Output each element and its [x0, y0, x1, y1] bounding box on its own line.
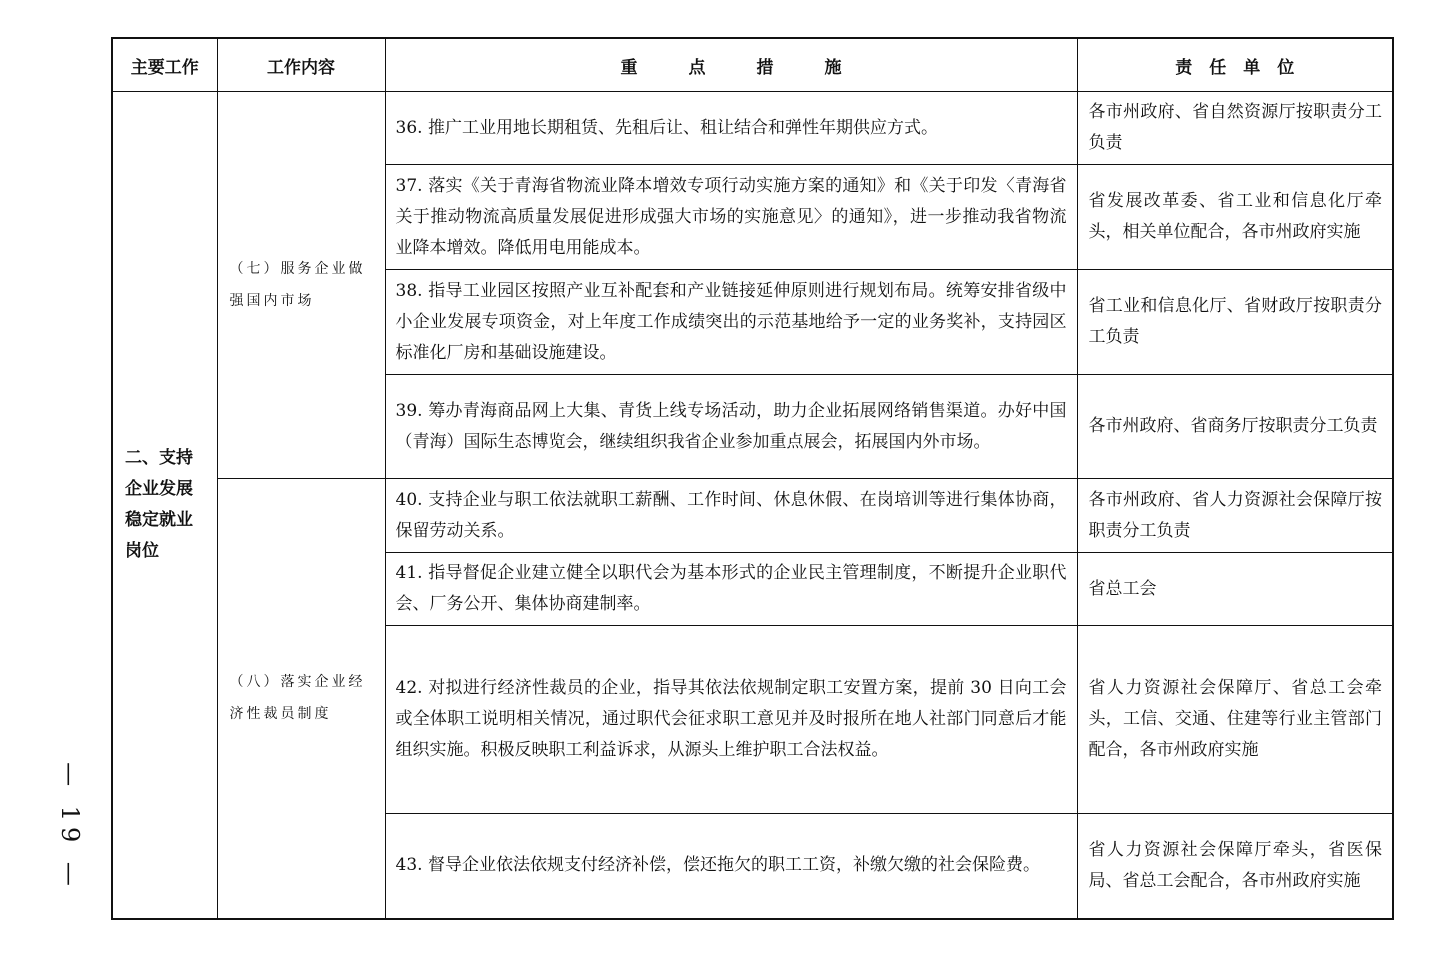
measure-cell: 37. 落实《关于青海省物流业降本增效专项行动实施方案的通知》和《关于印发〈青海省关于推动物流高质量发展促进形成强大市场的实施意见〉的通知》，进一步推动我省物流业降本增效。降低用电用能成本。: [385, 165, 1077, 270]
responsible-cell: 省人力资源社会保障厅牵头，省医保局、省总工会配合，各市州政府实施: [1077, 814, 1393, 919]
responsible-cell: 各市州政府、省商务厅按职责分工负责: [1077, 375, 1393, 479]
measures-table: [111, 37, 1394, 920]
page-number-text: — 19 —: [56, 762, 85, 892]
measure-cell: 40. 支持企业与职工依法就职工薪酬、工作时间、休息休假、在岗培训等进行集体协商，保留劳动关系。: [385, 479, 1077, 553]
measure-cell: 36. 推广工业用地长期租赁、先租后让、租让结合和弹性年期供应方式。: [385, 92, 1077, 165]
group-label-7: （七）服务企业做强国内市场: [217, 92, 385, 479]
group-label-8: （八）落实企业经济性裁员制度: [217, 479, 385, 919]
responsible-cell: 省工业和信息化厅、省财政厅按职责分工负责: [1077, 270, 1393, 375]
category-cell: 二、支持企业发展稳定就业岗位: [112, 92, 217, 919]
measure-cell: 42. 对拟进行经济性裁员的企业，指导其依法依规制定职工安置方案，提前 30 日向工会或全体职工说明相关情况，通过职代会征求职工意见并及时报所在地人社部门同意后才能组织实施。积极反映职工利益诉求，从源头上维护职工合法权益。: [385, 626, 1077, 814]
responsible-cell: 省人力资源社会保障厅、省总工会牵头，工信、交通、住建等行业主管部门配合，各市州政府实施: [1077, 626, 1393, 814]
measure-cell: 38. 指导工业园区按照产业互补配套和产业链接延伸原则进行规划布局。统筹安排省级中小企业发展专项资金，对上年度工作成绩突出的示范基地给予一定的业务奖补，支持园区标准化厂房和基础设施建设。: [385, 270, 1077, 375]
responsible-cell: 省发展改革委、省工业和信息化厅牵头，相关单位配合，各市州政府实施: [1077, 165, 1393, 270]
table-row: [112, 92, 1393, 165]
measure-cell: 43. 督导企业依法依规支付经济补偿，偿还拖欠的职工工资，补缴欠缴的社会保险费。: [385, 814, 1077, 919]
header-content: 工作内容: [217, 38, 385, 92]
table-header-row: [112, 38, 1393, 92]
table-row: [112, 479, 1393, 553]
header-measures: 重 点 措 施: [385, 38, 1077, 92]
page-number: [48, 752, 92, 902]
responsible-cell: 省总工会: [1077, 553, 1393, 626]
measure-cell: 39. 筹办青海商品网上大集、青货上线专场活动，助力企业拓展网络销售渠道。办好中国（青海）国际生态博览会，继续组织我省企业参加重点展会，拓展国内外市场。: [385, 375, 1077, 479]
responsible-cell: 各市州政府、省人力资源社会保障厅按职责分工负责: [1077, 479, 1393, 553]
header-responsible: 责 任 单 位: [1077, 38, 1393, 92]
responsible-cell: 各市州政府、省自然资源厅按职责分工负责: [1077, 92, 1393, 165]
measure-cell: 41. 指导督促企业建立健全以职代会为基本形式的企业民主管理制度，不断提升企业职代会、厂务公开、集体协商建制率。: [385, 553, 1077, 626]
header-main-work: 主要工作: [112, 38, 217, 92]
